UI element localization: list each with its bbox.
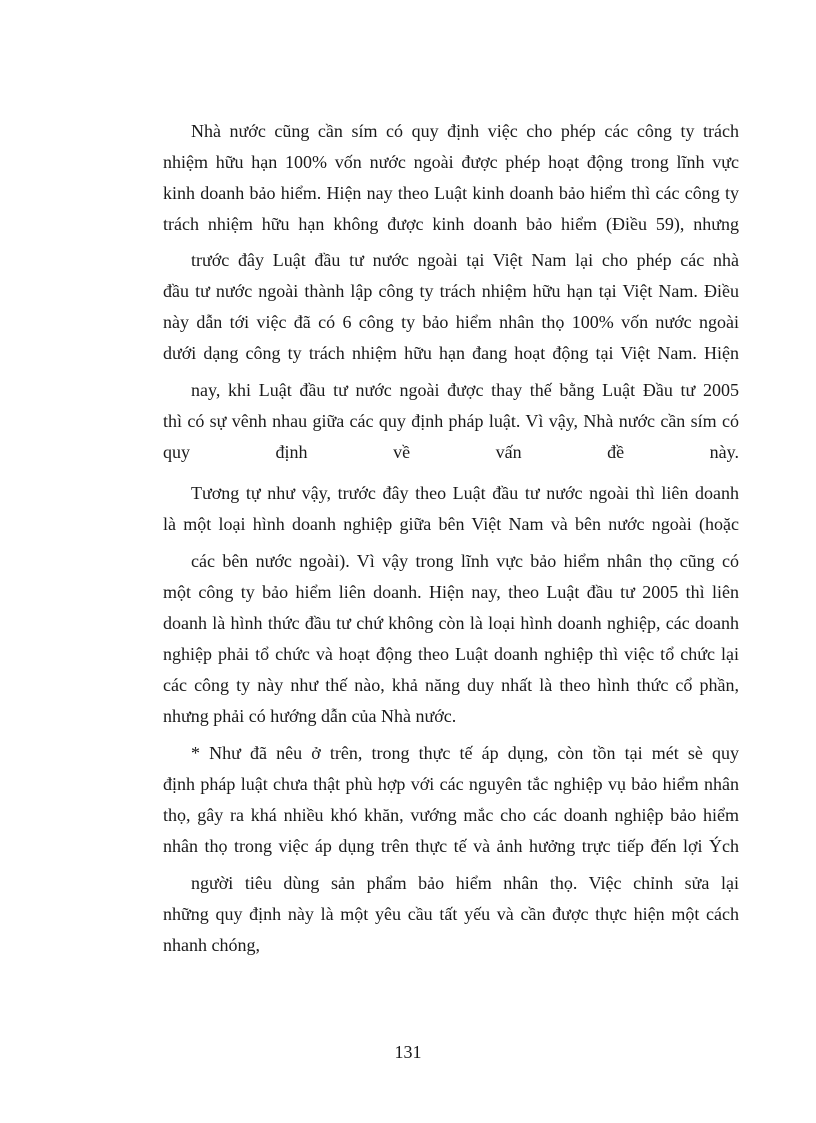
text-line: dưới dạng công ty trách nhiệm hữu hạn đang hoạt động tại Việt Nam. Hiện bbox=[163, 343, 739, 363]
text-line: quy định về vấn đề này. bbox=[163, 442, 739, 462]
text-line: nhưng phải có hướng dẫn của Nhà nước. bbox=[163, 706, 457, 726]
text-line: Tương tự như vậy, trước đây theo Luật đầu tư nước ngoài thì liên doanh bbox=[191, 483, 739, 503]
text-line: Nhà nước cũng cần sím có quy định việc cho phép các công ty trách bbox=[191, 121, 739, 141]
text-line: một công ty bảo hiểm liên doanh. Hiện nay, theo Luật đầu tư 2005 thì liên bbox=[163, 582, 739, 602]
text-line: trách nhiệm hữu hạn không được kinh doanh bảo hiểm (Điều 59), nhưng bbox=[163, 214, 739, 234]
text-line: nhanh chóng, bbox=[163, 935, 260, 955]
page-number: 131 bbox=[394, 1042, 422, 1062]
text-line: thì có sự vênh nhau giữa các quy định pháp luật. Vì vậy, Nhà nước cần sím có bbox=[163, 411, 739, 431]
text-line: nhân thọ trong việc áp dụng trên thực tế và ảnh hưởng trực tiếp đến lợi Ých bbox=[163, 836, 739, 856]
text-line: định pháp luật chưa thật phù hợp với các nguyên tắc nghiệp vụ bảo hiểm nhân bbox=[163, 774, 739, 794]
text-line: * Như đã nêu ở trên, trong thực tế áp dụng, còn tồn tại mét sè quy bbox=[191, 743, 739, 763]
text-line: các bên nước ngoài). Vì vậy trong lĩnh vực bảo hiểm nhân thọ cũng có bbox=[191, 551, 739, 571]
text-line: các công ty này như thế nào, khả năng duy nhất là theo hình thức cổ phần, bbox=[163, 675, 739, 695]
text-line: trước đây Luật đầu tư nước ngoài tại Việt Nam lại cho phép các nhà bbox=[191, 250, 739, 270]
text-line: là một loại hình doanh nghiệp giữa bên Việt Nam và bên nước ngoài (hoặc bbox=[163, 514, 739, 534]
text-line: những quy định này là một yêu cầu tất yếu và cần được thực hiện một cách bbox=[163, 904, 739, 924]
text-line: này dẫn tới việc đã có 6 công ty bảo hiểm nhân thọ 100% vốn nước ngoài bbox=[163, 312, 739, 332]
text-line: thọ, gây ra khá nhiều khó khăn, vướng mắc cho các doanh nghiệp bảo hiểm bbox=[163, 805, 739, 825]
text-line: nay, khi Luật đầu tư nước ngoài được thay thế bằng Luật Đầu tư 2005 bbox=[191, 380, 739, 400]
text-line: nhiệm hữu hạn 100% vốn nước ngoài được phép hoạt động trong lĩnh vực bbox=[163, 152, 739, 172]
text-line: doanh là hình thức đầu tư chứ không còn là loại hình doanh nghiệp, các doanh bbox=[163, 613, 739, 633]
text-line: nghiệp phải tổ chức và hoạt động theo Luật doanh nghiệp thì việc tổ chức lại bbox=[163, 644, 739, 664]
text-line: người tiêu dùng sản phẩm bảo hiểm nhân thọ. Việc chỉnh sửa lại bbox=[191, 873, 739, 893]
text-line: kinh doanh bảo hiểm. Hiện nay theo Luật kinh doanh bảo hiểm thì các công ty bbox=[163, 183, 739, 203]
text-line: đầu tư nước ngoài thành lập công ty trách nhiệm hữu hạn tại Việt Nam. Điều bbox=[163, 281, 739, 301]
